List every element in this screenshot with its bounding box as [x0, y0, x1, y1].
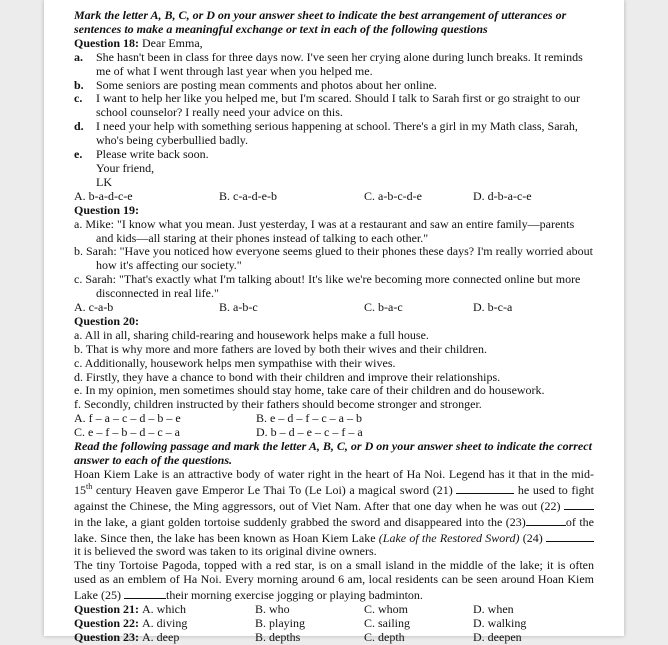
q20-options-row-2	[74, 426, 594, 440]
letter-signature: LK	[96, 174, 112, 189]
q20-line-e: e. In my opinion, men sometimes should stay home, take care of their children and do housework.	[74, 383, 545, 398]
q18-item-a: a. She hasn't been in class for three days now. I've seen her crying alone during lunch breaks. It reminds me of what I went through last year when you helped me.	[74, 49, 583, 78]
passage-paragraph-2: The tiny Tortoise Pagoda, topped with a red star, is on a small island in the middle of the lake; it is often used as an emblem of Ha Noi. Every morning around 6 am, local residents can be seen around Hoan Kiem Lake (25) their morning exercise jogging or playing badminton.	[74, 558, 594, 603]
q19-option-b: B. a-b-c	[219, 300, 258, 315]
q19-option-c: C. b-a-c	[364, 300, 403, 315]
question-18-title: Question 18:	[74, 35, 140, 50]
instruction-reading: Read the following passage and mark the letter A, B, C, or D on your answer sheet to indicate the correct answer to each of the questions.	[74, 439, 592, 467]
q19-option-a: A. c-a-b	[74, 300, 114, 315]
blank-25	[124, 587, 166, 599]
q18-item-d: d. I need your help with something serious happening at school. There's a girl in my Math class, Sarah, who's being cyberbullied badly.	[74, 119, 578, 148]
q20-option-c: C. e – f – b – d – c – a	[74, 425, 180, 440]
q20-line-c: c. Additionally, housework helps men sympathise with their wives.	[74, 355, 396, 370]
blank-21	[456, 482, 514, 494]
blank-24	[546, 530, 594, 542]
q18-item-c: c. I want to help her like you helped me, but I'm scared. Should I talk to Sarah first or go straight to our school counselor? I really need your advice on this.	[74, 91, 581, 120]
question-19-title: Question 19:	[74, 202, 140, 217]
q20-options-row-1	[74, 412, 594, 426]
letter-greeting: Dear Emma,	[142, 35, 203, 50]
letter-closing: Your friend,	[96, 160, 155, 175]
blank-23	[526, 514, 566, 526]
answer-row-22: Question 22: A. diving B. playing C. sailing D. walking	[74, 615, 527, 630]
q20-option-a: A. f – a – c – d – b – e	[74, 411, 181, 426]
question-20-title: Question 20:	[74, 313, 140, 328]
answer-row-21: Question 21: A. which B. who C. whom D. when	[74, 602, 514, 617]
q19-options	[74, 301, 594, 315]
q18-item-b: b. Some seniors are posting mean comments and photos about her online.	[74, 77, 437, 92]
q20-line-d: d. Firstly, they have a chance to bond with their children and improve their relationships.	[74, 369, 501, 384]
q19-line-a: a. Mike: "I know what you mean. Just yesterday, I was at a restaurant and saw an entire family—parents and kids—all staring at their phones instead of talking to each other."	[74, 216, 575, 245]
question-18	[74, 37, 594, 204]
document-content	[74, 9, 594, 645]
instruction-arrangement: Mark the letter A, B, C, or D on your answer sheet to indicate the best arrangement of utterances or sentences to make a meaningful exchange or text in each of the following questions	[74, 8, 567, 36]
q18-option-d: D. d-b-a-c-e	[473, 188, 532, 203]
q20-option-b: B. e – d – f – c – a – b	[256, 411, 362, 426]
q20-line-a: a. All in all, sharing child-rearing and housework helps make a full house.	[74, 327, 429, 342]
answer-row-23: Question 23: A. deep B. depths C. depth D. deepen	[74, 629, 522, 644]
document-page	[44, 0, 624, 644]
q20-line-f: f. Secondly, children instructed by their fathers should become stronger and stronger.	[74, 397, 482, 412]
question-19	[74, 204, 594, 315]
passage-paragraph-1: Hoan Kiem Lake is an attractive body of water right in the heart of Ha Noi. Legend has it that in the mid-15th century Heaven gave Emperor Le Thai To (Le Loi) a magical sword (21) he used to fight against the Chinese, the Ming aggressors, out of Viet Nam. After that one day when he was out (22) in the lake, a giant golden tortoise suddenly grabbed the sword and disappeared into the (23) of the lake. Since then, the lake has been known as Hoan Kiem Lake (Lake of the Restored Sword) (24) it is believed the sword was taken to its original divine owners.	[74, 466, 595, 559]
blank-22	[564, 498, 594, 510]
q18-option-a: A. b-a-d-c-e	[74, 188, 133, 203]
q20-line-b: b. That is why more and more fathers are loved by both their wives and their children.	[74, 341, 487, 356]
q18-option-c: C. a-b-c-d-e	[364, 188, 422, 203]
question-20	[74, 315, 594, 440]
q19-line-c: c. Sarah: "That's exactly what I'm talking about! It's like we're becoming more connected online but more disconnected in real life."	[74, 272, 581, 301]
q19-option-d: D. b-c-a	[473, 300, 513, 315]
q18-item-e: e. Please write back soon.	[74, 147, 209, 162]
q20-option-d: D. b – d – e – c – f – a	[256, 425, 363, 440]
q19-line-b: b. Sarah: "Have you noticed how everyone seems glued to their phones these days? I'm really worried about how it's affecting our society."	[74, 244, 593, 273]
q18-options	[74, 190, 594, 204]
q18-option-b: B. c-a-d-e-b	[219, 188, 277, 203]
